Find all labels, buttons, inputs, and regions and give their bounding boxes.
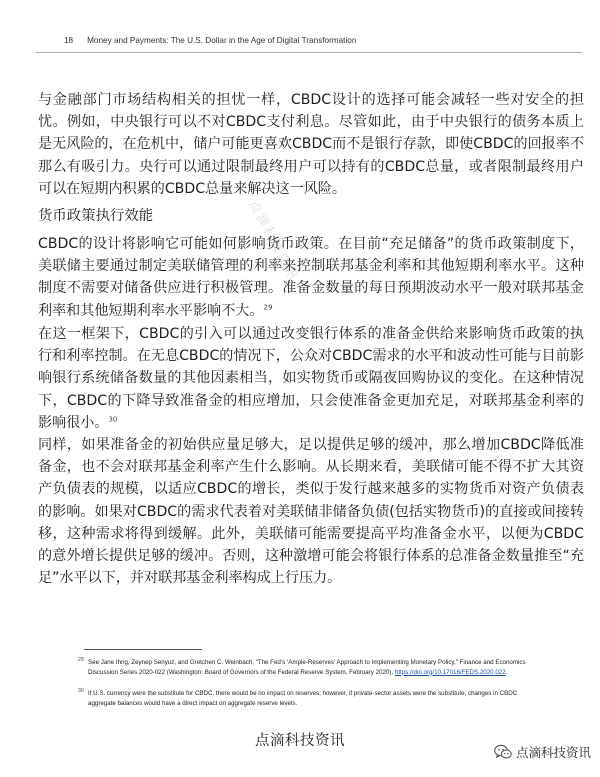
paragraph-security-concerns — [38, 89, 584, 200]
paragraph-reserve-supply — [38, 434, 584, 589]
page-number: 18 — [64, 36, 74, 45]
footnote-divider — [84, 649, 202, 650]
paragraph-text: 同样，如果准备金的初始供应量足够大，足以提供足够的缓冲，那么增加CBDC降低准备金，也不会对联邦基金利率产生什么影响。从长期来看，美联储可能不得不扩大其资产负债表的规模，以适应CBDC的增长，类似于发行越来越多的实物货币对资产负债表的影响。如果对CBDC的需求代表着对美联储非储备负债(包括实物货币)的直接或间接转移，这种需求将得到缓解。此外，美联储可能需要提高平均准备金水平，以便为CBDC的意外增长提供足够的缓冲。否则，这种激增可能会将银行体系的总准备金数量推至“充足”水平以下，并对联邦基金利率构成上行压力。 — [38, 437, 584, 587]
badge-label: 点滴科技资讯 — [516, 745, 592, 760]
paragraph-monetary-policy — [38, 233, 584, 322]
footer-title: 点滴科技资讯 — [255, 733, 345, 749]
header-divider — [36, 52, 582, 53]
footnote-text: See Jane Ihrig, Zeynep Senyuz, and Gretchen C. Weinbach, “The Fed’s ‘Ample-Reserves’ Approach to Implementing Monetary Policy,” Finance and Economics Discussion Series 2020-022 (Washington: Board of Governors of the Federal Reserve System, February 2020), — [88, 659, 526, 676]
footnote-mark: 29 — [78, 657, 84, 663]
paragraph-framework — [38, 323, 584, 434]
wechat-badge — [494, 743, 591, 761]
footnote-29 — [78, 657, 540, 677]
footnote-text: If U.S. currency were the substitute for CBDC, there would be no impact on reserves; however, if private-sector assets were the substitute, changes in CBDC aggregate balances would have a direct impact on aggregate reserve levels. — [88, 690, 518, 707]
section-heading: 货币政策执行效能 — [38, 208, 154, 224]
running-header — [64, 36, 564, 45]
paragraph-text: 与金融部门市场结构相关的担忧一样，CBDC设计的选择可能会减轻一些对安全的担忧。例如，中央银行可以不对CBDC支付利息。尽管如此，由于中央银行的债务本质上是无风险的，在危机中，储户可能更喜欢CBDC而不是银行存款，即使CBDC的回报率不那么有吸引力。央行可以通过限制最终用户可以持有的CBDC总量，或者限制最终用户可以在短期内积累的CBDC总量来解决这一风险。 — [38, 92, 584, 197]
watermark: 点滴科技资讯 — [245, 197, 301, 285]
wechat-icon — [494, 744, 512, 760]
footnote-mark: 30 — [78, 688, 84, 694]
footnote-30 — [78, 688, 540, 708]
footnote-link[interactable]: https://doi.org/10.17016/FEDS.2020.022 — [394, 668, 506, 676]
footnote-ref-30[interactable]: 30 — [108, 415, 118, 424]
footnote-text-end: . — [505, 668, 508, 676]
paragraph-text: CBDC的设计将影响它可能如何影响货币政策。在目前“充足储备”的货币政策制度下，美联储主要通过制定美联储管理的利率来控制联邦基金利率和其他短期利率水平。这种制度不需要对储备供应进行积极管理。准备金数量的每日预期波动水平一般对联邦基金利率和其他短期利率水平影响不大。 — [38, 236, 584, 319]
running-title: Money and Payments: The U.S. Dollar in the Age of Digital Transformation — [87, 36, 357, 45]
footnote-ref-29[interactable]: 29 — [263, 302, 273, 311]
paragraph-text: 在这一框架下，CBDC的引入可以通过改变银行体系的准备金供给来影响货币政策的执行和利率控制。在无息CBDC的情况下，公众对CBDC需求的水平和波动性可能与目前影响银行系统储备数量的其他因素相当，如实物货币或隔夜回购协议的变化。在这种情况下，CBDC的下降导致准备金的相应增加，只会使准备金更加充足，对联邦基金利率的影响很小。 — [38, 326, 584, 431]
